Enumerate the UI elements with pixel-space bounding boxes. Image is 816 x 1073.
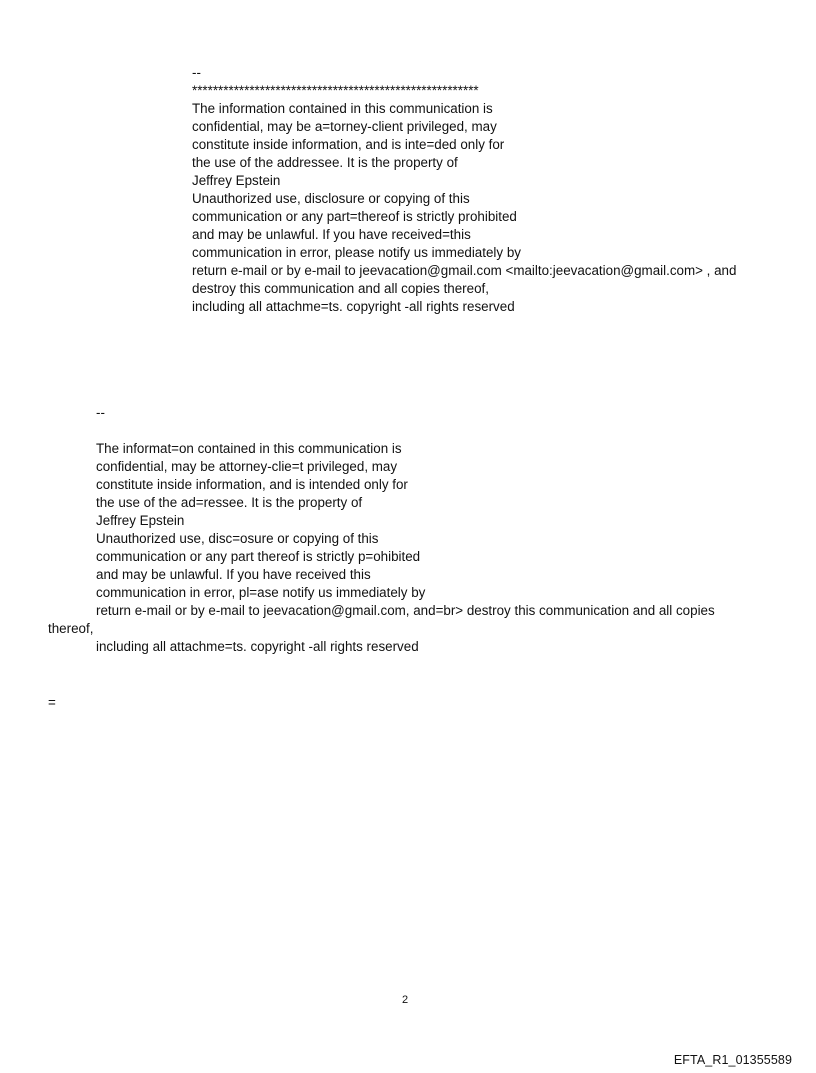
notice-line: including all attachme=ts. copyright -all rights reserved (192, 299, 515, 314)
notice-line: Jeffrey Epstein (96, 513, 185, 528)
notice-line: constitute inside information, and is inte=ded only for (192, 137, 505, 152)
notice-line: communication in error, please notify us immediately by (192, 245, 521, 260)
notice-line: communication or any part=thereof is strictly prohibited (192, 209, 517, 224)
confidentiality-notice-2 (48, 404, 715, 656)
notice-line: return e-mail or by e-mail to jeevacation@gmail.com <mailto:jeevacation@gmail.com> , and (192, 263, 737, 278)
notice-line: including all attachme=ts. copyright -all rights reserved (96, 639, 419, 654)
notice-line: and may be unlawful. If you have received this (96, 567, 371, 582)
notice-line: the use of the ad=ressee. It is the property of (96, 495, 363, 510)
page-number: 2 (402, 994, 409, 1006)
separator-dashes: -- (96, 405, 105, 420)
notice-line: communication or any part thereof is strictly p=ohibited (96, 549, 421, 564)
notice-line: Unauthorized use, disc=osure or copying of this (96, 531, 379, 546)
notice-line: confidential, may be a=torney-client privileged, may (192, 119, 497, 134)
notice-line: communication in error, pl=ase notify us immediately by (96, 585, 426, 600)
notice-line: The information contained in this communication is (192, 101, 493, 116)
notice-line: confidential, may be attorney-clie=t privileged, may (96, 459, 398, 474)
notice-line: the use of the addressee. It is the property of (192, 155, 458, 170)
notice-line-wrapped: thereof, (48, 621, 94, 636)
separator-dashes: -- (192, 65, 201, 80)
stray-equals-sign: = (48, 695, 56, 710)
notice-line: constitute inside information, and is intended only for (96, 477, 408, 492)
confidentiality-notice-1 (192, 64, 736, 316)
notice-line: Unauthorized use, disclosure or copying of this (192, 191, 470, 206)
blank-line (96, 422, 715, 440)
notice-line: The informat=on contained in this communication is (96, 441, 402, 456)
asterisk-rule: ******************************************************* (192, 83, 479, 98)
notice-line: Jeffrey Epstein (192, 173, 281, 188)
bates-number: EFTA_R1_01355589 (673, 1053, 792, 1067)
notice-line: destroy this communication and all copies thereof, (192, 281, 489, 296)
notice-line: return e-mail or by e-mail to jeevacation@gmail.com, and=br> destroy this communication and all copies (96, 603, 715, 618)
notice-line: and may be unlawful. If you have received=this (192, 227, 471, 242)
